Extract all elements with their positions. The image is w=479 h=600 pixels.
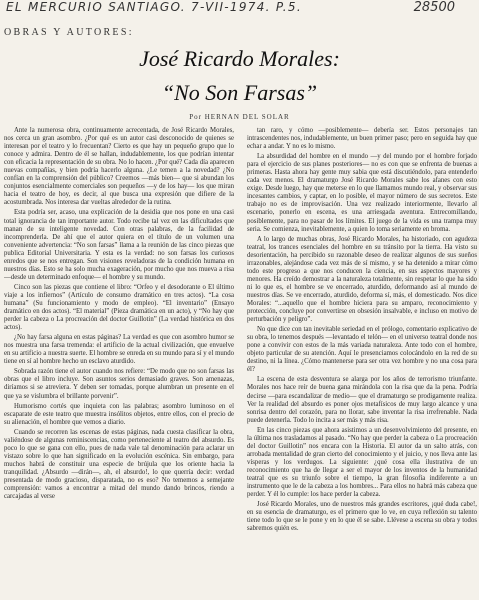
paragraph: Cuando se recorren las escenas de estas páginas, nada cuesta clasificar la obra, valiéndose de algunas reminiscencias, como perteneciente al teatro del absurdo. Es poco lo que se gana con ello, pues de nada vale tal denominación para aclarar un vistazo sobre lo que han significado en la evolución escénica. Sin embargo, para muchos habrá de constituir una especie de brújula que los oriente hacia la tranquilidad. ¿Absurdo —dirán—, ah, el absurdo!, lo que querría decir: verdad presentada de modo gracioso, disparatada, no es eso? No tememos a semejante comprensión: vamos a encontrar a mitad del mundo dando brincos, riendo a carcajadas al verse (4, 428, 234, 501)
paragraph: A lo largo de muchas obras, José Ricardo Morales, ha historiado, con agudeza teatral, los trances esenciales del hombre en su tránsito por la tierra. Ha visto su desorientación, ha percibido su razonable deseo de realizar algunos de sus sueños irrazonables, alejándose cada vez más de sí mismo, y se ha detenido a mirar cómo todo este progreso a que nos conducen la ciencia, en sus aspectos mayores y menores. Ha creído demostrar a la naturaleza totalmente, sin respetar lo que ha sido ni lo que es, el hombre se ve encerrado, aturdido, deformando así al mundo de nuestros días. Se ve encerrado, aturdido, deforma sí, más, el domesticado. Nos dice Morales: “...aquello que el hombre hiciera para su amparo, reconocimiento y protección, concluye por convertirse en obsesión insalvable, e incluso en motivo de perturbación y peligro”. (247, 235, 477, 324)
paragraph: La absurdidad del hombre en el mundo —y del mundo por el hombre forjado para el ejercicio de sus planes posteriores— no es con que se enfrenta de buenas a primeras. Hasta ahora hay gente muy sabia que está discutiéndolo, para entenderlo cada vez menos. El dramaturgo José Ricardo Morales sabe los afanes con esto exige. Desde luego, hay que meterse en lo que llamamos mundo real, y observar sus incesantes cambios, y captar, en lo posible, el mayor número de sus secretos. Este trabajo no es de improvisación. Una vez realizado interiormente, llevarlo al escenario, ponerlo en escena, es una arriesgada aventura. Entrecomillando, posiblemente, para no pasar de los límites. El juego de la vida es una trampa muy seria. Se comienza, inevitablemente, a quien lo toma seriamente en broma. (247, 153, 477, 233)
article-title: José Ricardo Morales: (139, 46, 340, 71)
paragraph: Cinco son las piezas que contiene el libro: “Orfeo y el desodorante o El último viaje a los infiernos” (Artículo de consumo dramático en tres actos). “La cosa humana” (Su funcionamiento y modo de empleo). “El inventario” (Ensayo dramático en dos actos). “El material” (Pieza dramática en un acto), y “No hay que perder la cabeza o La procreación del doctor Guillotin” (La verdad histórica en dos actos). (4, 283, 234, 332)
section-label: OBRAS Y AUTORES: (4, 27, 134, 38)
article-byline: Por HERNAN DEL SOLAR (189, 113, 290, 121)
paragraph: No que dice con tan inevitable seriedad en el prólogo, comentario explicativo de su obra, lo tenemos después —levantado el telón— en el universo teatral donde nos pone a convivir con estos de la más variada naturaleza. Ante todo con el hombre, objeto particular de su atención. Aquí le presenciamos colocándolo en la red de su destino, ni la línea. ¿Cómo mantenerse para ser otra vez hombre y no una cosa para él? (247, 326, 477, 374)
handwritten-archive-number: 28500 (413, 0, 455, 15)
paragraph: En las cinco piezas que ahora asistimos a un desenvolvimiento del presente, en la última nos trasladamos al pasado. “No hay que perder la cabeza o La procreación del doctor Guillotin” nos encara con la Historia. El autor da un salto atrás, con arrobada mentalidad de gran cierto del conocimiento y el juicio, y nos lleva ante las vísperas y los verdugos. La siguiente: ¿qué cosa ella ilustrativa de un reconocimiento que ha de llegar a ser el mayor de los inventos de la humanidad teatral que es su triunfo sobre el tiempo, la gran filosofía indiferente a un instrumento que le de la cabeza a los hombres... Para ellos no habrá más cabeza que perder. Y él lo cumple: los hace perder la cabeza. (247, 426, 477, 499)
paragraph: Sobrada razón tiene el autor cuando nos refiere: “De modo que no son farsas las obras que el libro incluye. Son asuntos serios demasiado graves. Son amenazas, diríamos si se atreviera. Y deben ser tomadas, porque alumbran un presente en el que ya se vislumbra el brillante porvenir”. (4, 368, 234, 400)
paragraph: José Ricardo Morales, uno de nuestros más grandes escritores, ¡qué duda cabe!, en su esencia de dramaturgo, es el primero que lo ve, en cuya reflexión su talento tiene todo lo que se le pone y en lo que él se sabe. Llévese a escena su obra y todos sabremos quién es. (247, 501, 477, 533)
paragraph: La escena de esta desventura se alarga por los años de terrorismo triunfante. Morales nos hace reír de buena gana mirándola con la risa que da la pena. Podría decirse —para escandalizar de medio— que el dramaturgo se prodigamente realiza. Ver la realidad del absurdo es poner ojos metafísicos de muy largo alcance y una sonrisa dentro del corazón, para no llorar, sabe inventar la risa irrefrenable. Nada puede detenerla. Todo lo incita a ser más y más risa. (247, 376, 477, 424)
handwritten-clipping-note: EL MERCURIO SANTIAGO. 7-VII-1974. P.5. (6, 0, 302, 14)
paragraph: Humorismo cortés que inquieta con las palabras; asombro luminoso en el escaparate de este teatro que muestra insólitos objetos, entre ellos, con el precio de su alienación, el hombre que vemos a diario. (4, 402, 234, 426)
paragraph: Ante la numerosa obra, continuamente acrecentada, de José Ricardo Morales, nos cerca un gran asombro. ¿Por qué es un autor casi desconocido de quienes se interesan por el teatro y lo frecuentan? Cierto es que hay un pequeño grupo que lo conoce y admira. Dentro de él se hallan, indudablemente, los que podrían intentar con eficacia la representación de su obra. No lo hacen. ¿Por qué? Cada día aparecen nuevas compañías, y bien podría hacerlo alguna. ¿Le temen a la novedad? ¿No confían en la comprensión del público? Creemos —más bien— que si abundan los conjuntos esencialmente comerciales son pequeños —y de los hay— los que miran hacia el teatro de hoy, es decir, al que busca una expresión que difiere de la acostumbrada. Nos interesa dar vueltas alrededor de la rutina. (4, 127, 234, 207)
article-subtitle: “No Son Farsas” (161, 80, 318, 105)
paragraph: Esta podría ser, acaso, una explicación de la desidia que nos pone en una casi total ignorancia de tan importante autor. Todo recibe tal vez en las dificultades que manan de su inteligente novedad. Con otras palabras, de la facilidad de incomprenderla. De ahí que el autor quiera en el título de un volumen una conveniente advertencia: “No son farsas” llama a la reunión de las cinco piezas que publica Editorial Universitaria. Y esta es la verdad: no son farsas los curiosos enredos que se nos entregan. Son visiones reveladoras de la condición humana en nuestros días. Esto se ha solo mucha exageración, por mucho que nos mueva a risa —desde un determinado enfoque— el hombre y su mundo. (4, 209, 234, 281)
article-column-right (247, 127, 477, 593)
paragraph: ¿No hay farsa alguna en estas páginas? La verdad es que con asombro humor se nos muestra una farsa tremenda: el artificio de la actual civilización, que envuelve en su artificio a nuestra suerte. El hombre se enreda en su mundo para sí y el mundo tiene en sí al hombre hecho un esclavo aturdido. (4, 334, 234, 366)
article-column-left (4, 127, 234, 593)
paragraph: tan raro, y cómo —posiblemente— debería ser. Estos personajes tan intrascendentes nos, indudablemente, un buen primer paso; pero en seguida hay que echar a andar. Y no es lo mismo. (247, 127, 477, 151)
